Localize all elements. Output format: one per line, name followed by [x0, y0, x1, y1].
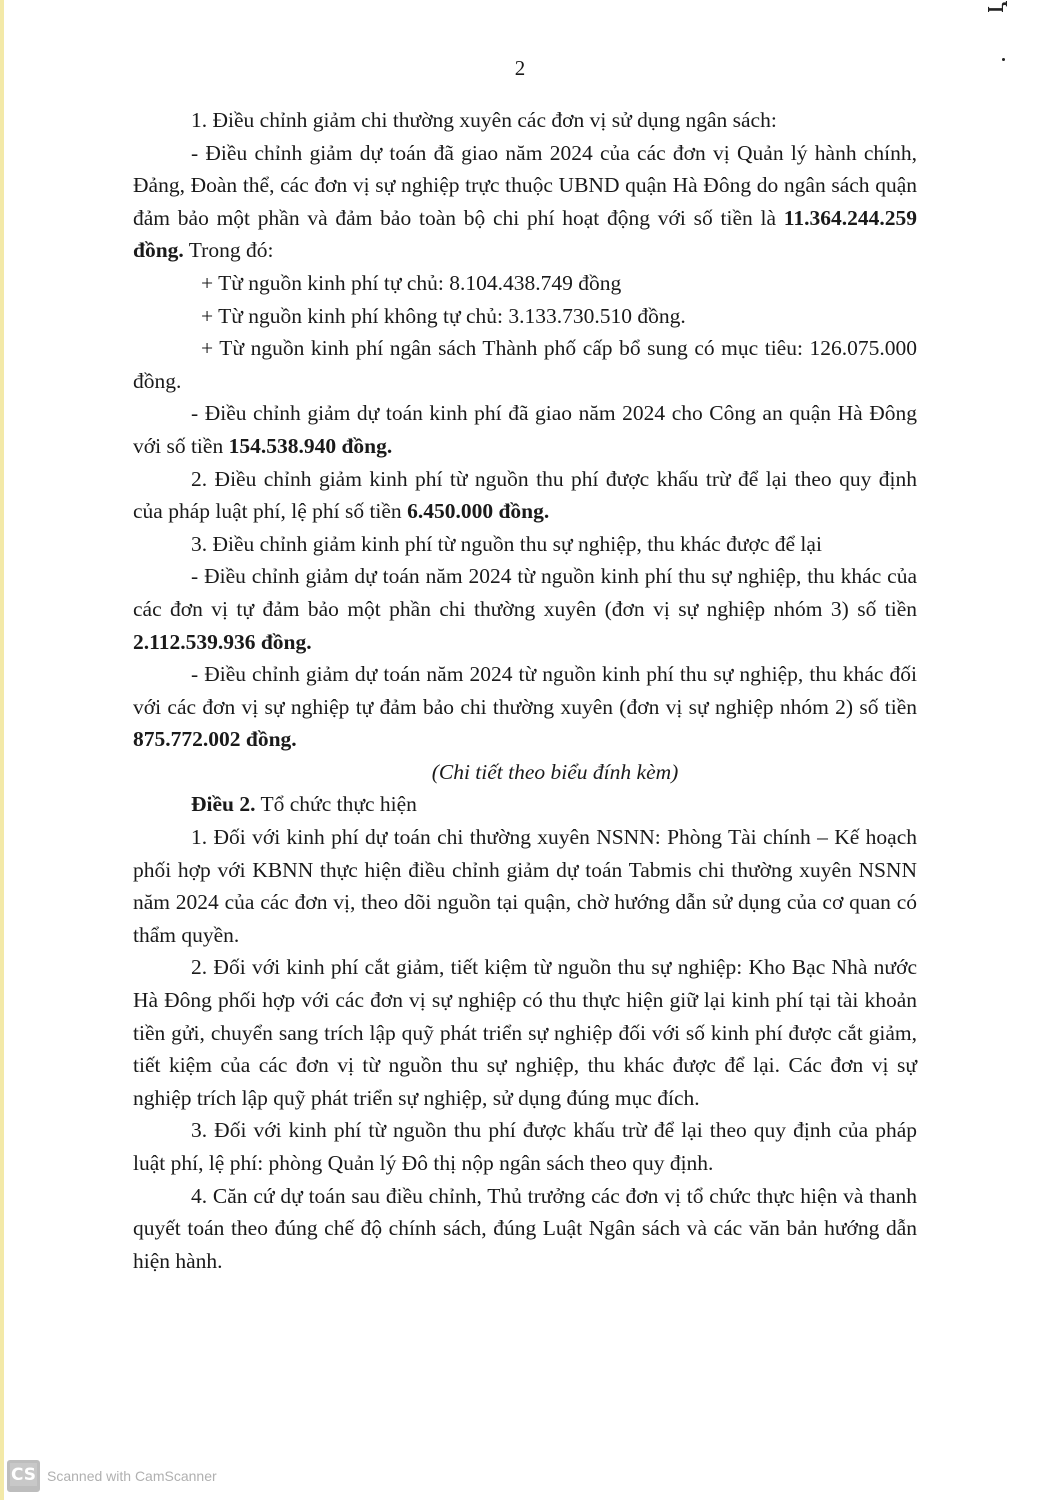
paragraph-group-2 [133, 658, 917, 756]
article-2-title: Tổ chức thực hiện [255, 792, 417, 817]
camscanner-logo-icon: CS [7, 1460, 40, 1492]
paragraph-text: - Điều chỉnh giảm dự toán kinh phí đã giao năm 2024 cho Công an quận Hà Đông với số tiền [133, 401, 917, 458]
article-2-item-4: 4. Căn cứ dự toán sau điều chỉnh, Thủ trưởng các đơn vị tổ chức thực hiện và thanh quyết toán theo đúng chế độ chính sách, đúng Luật Ngân sách và các văn bản hướng dẫn hiện hành. [133, 1183, 917, 1273]
paragraph-group-3 [133, 560, 917, 658]
article-2-heading [133, 788, 917, 821]
article-2-item-3: 3. Đối với kinh phí từ nguồn thu phí được khấu trừ để lại theo quy định của pháp luật phí, lệ phí: phòng Quản lý Đô thị nộp ngân sách theo quy định. [133, 1118, 917, 1175]
sub-item-non-autonomous: + Từ nguồn kinh phí không tự chủ: 3.133.730.510 đồng. [201, 303, 686, 328]
paragraph-text: - Điều chỉnh giảm dự toán năm 2024 từ nguồn kinh phí thu sự nghiệp, thu khác đối với các đơn vị sự nghiệp tự đảm bảo chi thường xuyên (đơn vị sự nghiệp nhóm 2) số tiền [133, 662, 917, 719]
watermark-text: Scanned with CamScanner [47, 1468, 217, 1484]
amount-group-2: 875.772.002 đồng. [133, 727, 297, 752]
camscanner-watermark [7, 1460, 217, 1492]
article-2-item-1: 1. Đối với kinh phí dự toán chi thường xuyên NSNN: Phòng Tài chính – Kế hoạch phối hợp với KBNN thực hiện điều chỉnh giảm dự toán Tabmis chi thường xuyên NSNN năm 2024 của các đơn vị, theo dõi nguồn tại quận, chờ hướng dẫn sử dụng của cơ quan có thẩm quyền. [133, 825, 917, 947]
section-3-heading: 3. Điều chỉnh giảm kinh phí từ nguồn thu sự nghiệp, thu khác được để lại [191, 531, 822, 556]
amount-police: 154.538.940 đồng. [228, 433, 393, 458]
paragraph-text: - Điều chỉnh giảm dự toán năm 2024 từ nguồn kinh phí thu sự nghiệp, thu khác của các đơn vị tự đảm bảo một phần chi thường xuyên (đơn vị sự nghiệp nhóm 3) số tiền [133, 564, 917, 621]
sub-item-city-budget: + Từ nguồn kinh phí ngân sách Thành phố cấp bổ sung có mục tiêu: 126.075.000 đồng. [133, 336, 917, 393]
scan-edge [0, 0, 4, 1500]
section-2-fees [133, 463, 917, 528]
section-1-heading: 1. Điều chỉnh giảm chi thường xuyên các đơn vị sử dụng ngân sách: [191, 108, 777, 132]
amount-fees: 6.450.000 đồng. [407, 499, 550, 524]
sub-item-autonomous: + Từ nguồn kinh phí tự chủ: 8.104.438.749 đồng [201, 270, 622, 295]
paragraph-text: Trong đó: [183, 238, 274, 263]
amount-group-3: 2.112.539.936 đồng. [133, 629, 312, 654]
page-number: 2 [514, 56, 526, 80]
paragraph-admin-units [133, 137, 917, 267]
article-2-item-2: 2. Đối với kinh phí cắt giảm, tiết kiệm từ nguồn thu sự nghiệp: Kho Bạc Nhà nước Hà Đông phối hợp với các đơn vị sự nghiệp có thu thực hiện giữ lại kinh phí tại tài khoản tiền gửi, chuyển sang trích lập quỹ phát triển sự nghiệp đối với số kinh phí được cắt giảm, tiết kiệm của các đơn vị từ nguồn thu sự nghiệp, thu khác được để lại. Các đơn vị sự nghiệp trích lập quỹ phát triển sự nghiệp, sử dụng đúng mục đích. [133, 955, 917, 1110]
document-body [133, 104, 917, 1277]
article-2-label: Điều 2. [191, 792, 256, 817]
paragraph-text: 2. Điều chỉnh giảm kinh phí từ nguồn thu phí được khấu trừ để lại theo quy định của pháp luật phí, lệ phí số tiền [133, 466, 917, 524]
corner-mark: Ⴈ [982, 0, 1008, 14]
attachment-note: (Chi tiết theo biểu đính kèm) [431, 759, 679, 784]
paragraph-police [133, 397, 917, 462]
paragraph-text: - Điều chỉnh giảm dự toán đã giao năm 2024 của các đơn vị Quản lý hành chính, Đảng, Đoàn thể, các đơn vị sự nghiệp trực thuộc UBND quận Hà Đông do ngân sách quận đảm bảo một phần và đảm bảo toàn bộ chi phí hoạt động với số tiền là [133, 140, 917, 230]
amount-total: 11.364.244.259 đồng. [133, 205, 917, 263]
